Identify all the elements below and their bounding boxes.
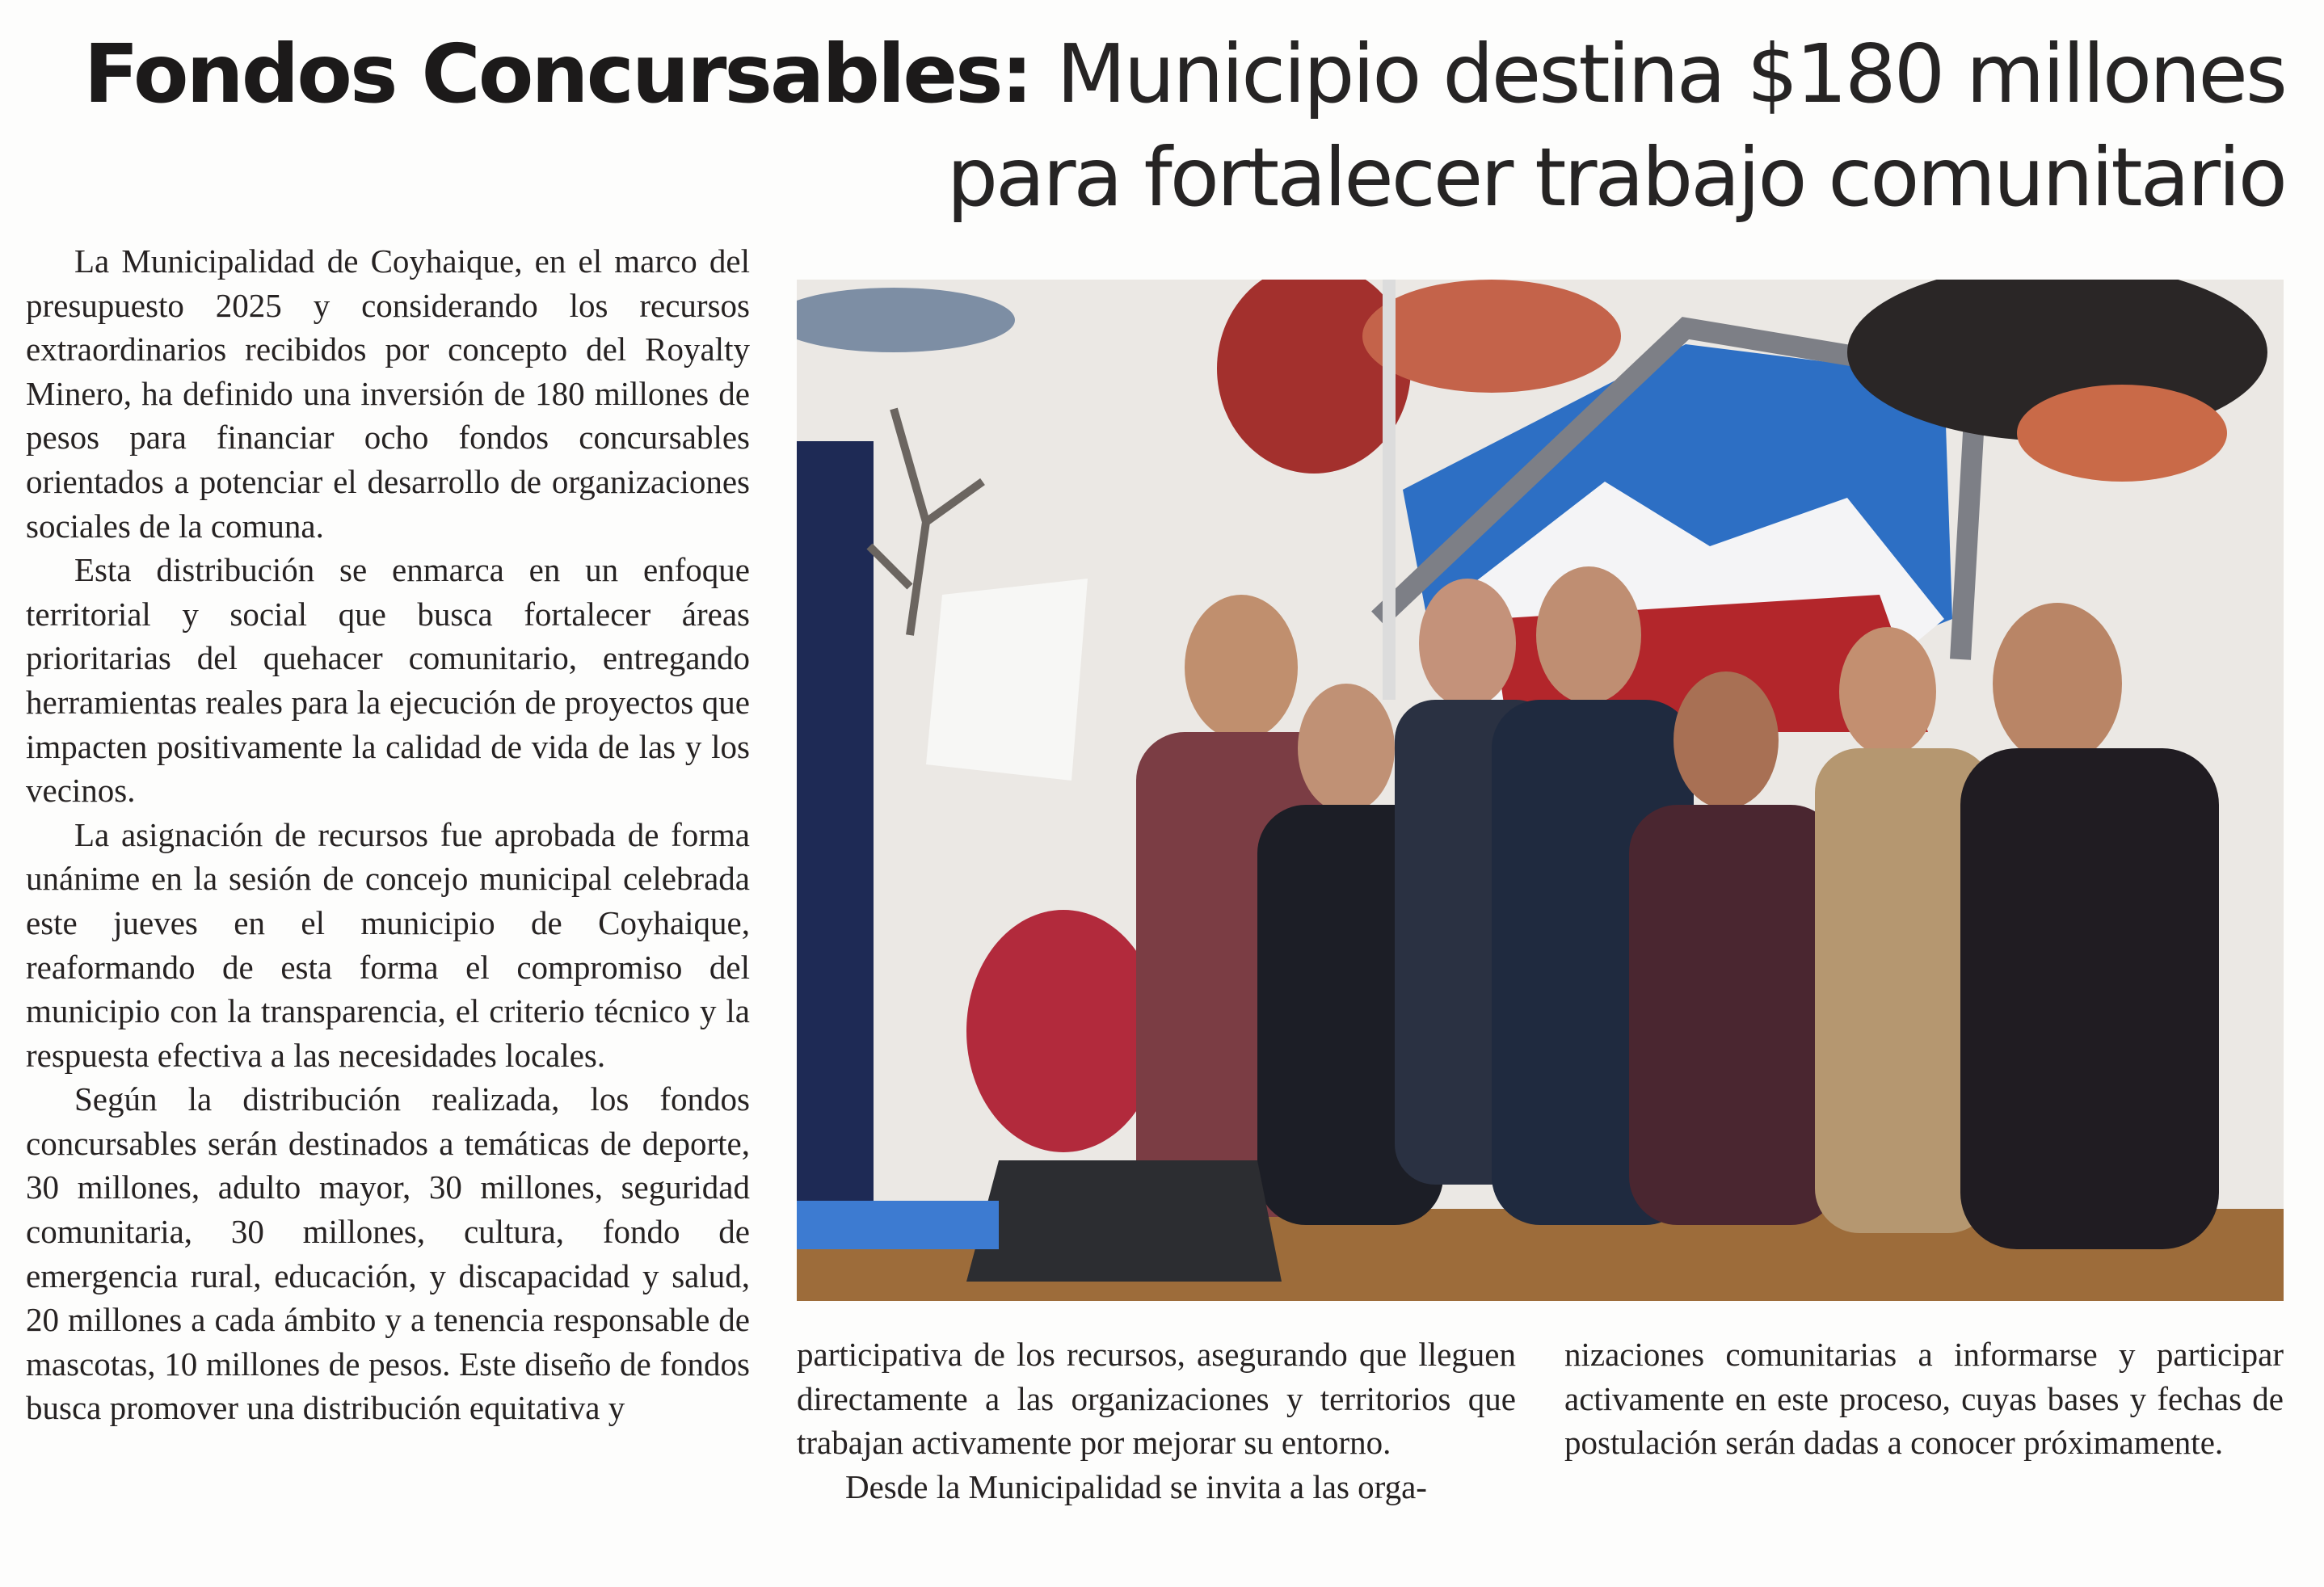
article-column-1: [26, 239, 750, 1430]
paragraph: participativa de los recursos, asegurando que lleguen directamente a las organizaciones y territorios que trabajan activamente por mejorar su entorno.: [797, 1336, 1516, 1462]
paragraph: nizaciones comunitarias a informarse y participar activamente en este proceso, cuyas bases y fechas de postulación serán dadas a conocer próximamente.: [1564, 1336, 2284, 1462]
article-headline: [73, 23, 2285, 229]
headline-lead: Fondos Concursables:: [83, 27, 1031, 121]
paragraph: Esta distribución se enmarca en un enfoque territorial y social que busca fortalecer áreas prioritarias del quehacer comunitario, entregando herramientas reales para la ejecución de proyectos que impacten positivamente la calidad de vida de las y los vecinos.: [26, 551, 750, 810]
article-column-3: [1564, 1332, 2284, 1465]
paragraph: La Municipalidad de Coyhaique, en el marco del presupuesto 2025 y considerando los recursos extraordinarios recibidos por concepto del Royalty Minero, ha definido una inversión de 180 millones de pesos para financiar ocho fondos concursables orientados a potenciar el desarrollo de organizaciones sociales de la comuna.: [26, 242, 750, 545]
group-photo-icon: [797, 280, 2284, 1301]
paragraph: La asignación de recursos fue aprobada de forma unánime en la sesión de concejo municipal celebrada este jueves en el municipio de Coyhaique, reaformando de esta forma el compromiso del municipio con la transparencia, el criterio técnico y la respuesta efectiva a las necesidades locales.: [26, 815, 750, 1074]
article-column-2: [797, 1332, 1516, 1509]
paragraph: Según la distribución realizada, los fondos concursables serán destinados a temáticas de deporte, 30 millones, adulto mayor, 30 millones, seguridad comunitaria, 30 millones, cultura, fondo de emergencia rural, educación, y discapacidad y salud, 20 millones a cada ámbito y a tenencia responsable de mascotas, 10 millones de pesos. Este diseño de fondos busca promover una distribución equitativa y: [26, 1080, 750, 1427]
headline-rest: Municipio destina $180 millones para fortalecer trabajo comunitario: [946, 27, 2285, 225]
article-photo: [797, 280, 2284, 1301]
paragraph: Desde la Municipalidad se invita a las orga-: [845, 1467, 1427, 1505]
